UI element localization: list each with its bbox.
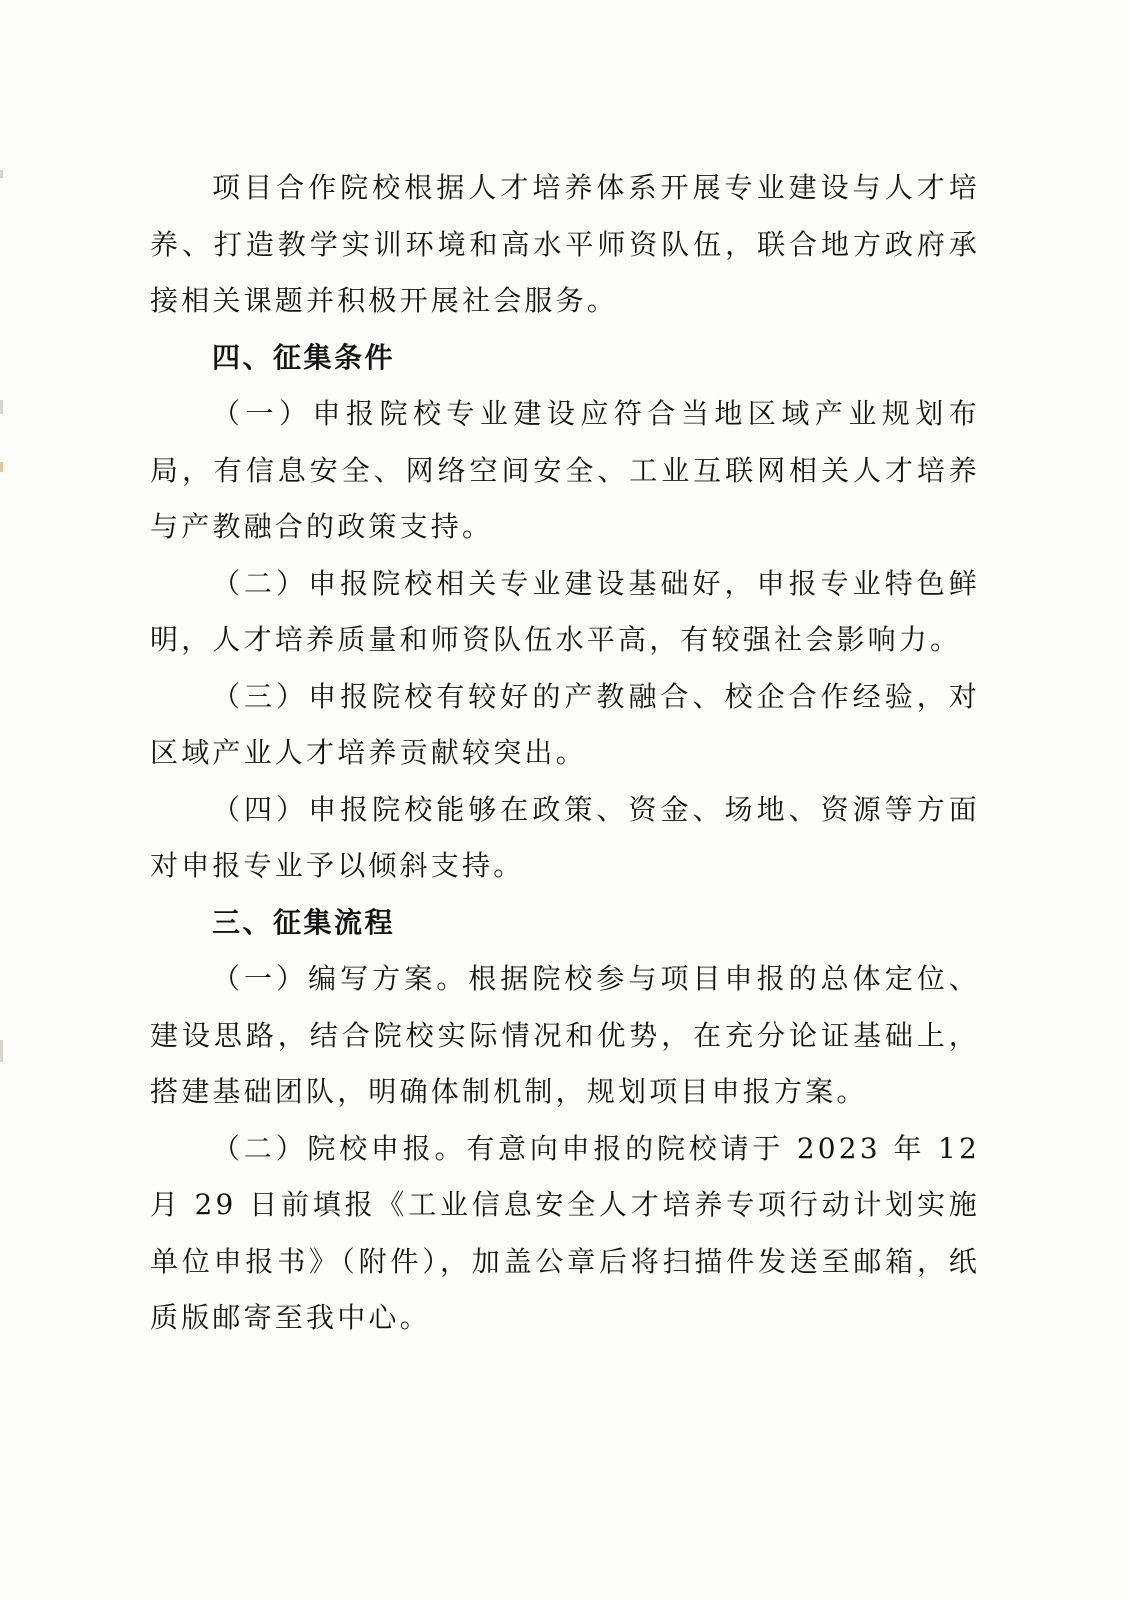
process-item-1: （一）编写方案。根据院校参与项目申报的总体定位、建设思路，结合院校实际情况和优势，在充分论证基础上，搭建基础团队，明确体制机制，规划项目申报方案。 [150, 962, 980, 1108]
section-heading-conditions: 四、征集条件 [212, 340, 396, 374]
process-item-2: （二）院校申报。有意向申报的院校请于 2023 年 12 月 29 日前填报《工业信息安全人才培养专项行动计划实施单位申报书》（附件），加盖公章后将扫描件发送至邮箱，纸质版邮寄至我中心。 [150, 1131, 980, 1334]
scan-edge-mark [0, 1040, 3, 1062]
scan-edge-mark [0, 462, 3, 472]
condition-item-3: （三）申报院校有较好的产教融合、校企合作经验，对区域产业人才培养贡献较突出。 [150, 679, 980, 769]
paragraph-intro: 项目合作院校根据人才培养体系开展专业建设与人才培养、打造教学实训环境和高水平师资队伍，联合地方政府承接相关课题并积极开展社会服务。 [150, 171, 980, 317]
condition-item-4: （四）申报院校能够在政策、资金、场地、资源等方面对申报专业予以倾斜支持。 [150, 792, 980, 882]
document-body [150, 160, 980, 1347]
scan-edge-mark [0, 170, 3, 178]
condition-item-2: （二）申报院校相关专业建设基础好，申报专业特色鲜明，人才培养质量和师资队伍水平高，有较强社会影响力。 [150, 566, 980, 656]
scan-edge-mark [0, 400, 3, 414]
section-heading-process: 三、征集流程 [212, 905, 396, 939]
condition-item-1: （一）申报院校专业建设应符合当地区域产业规划布局，有信息安全、网络空间安全、工业互联网相关人才培养与产教融合的政策支持。 [150, 397, 980, 543]
